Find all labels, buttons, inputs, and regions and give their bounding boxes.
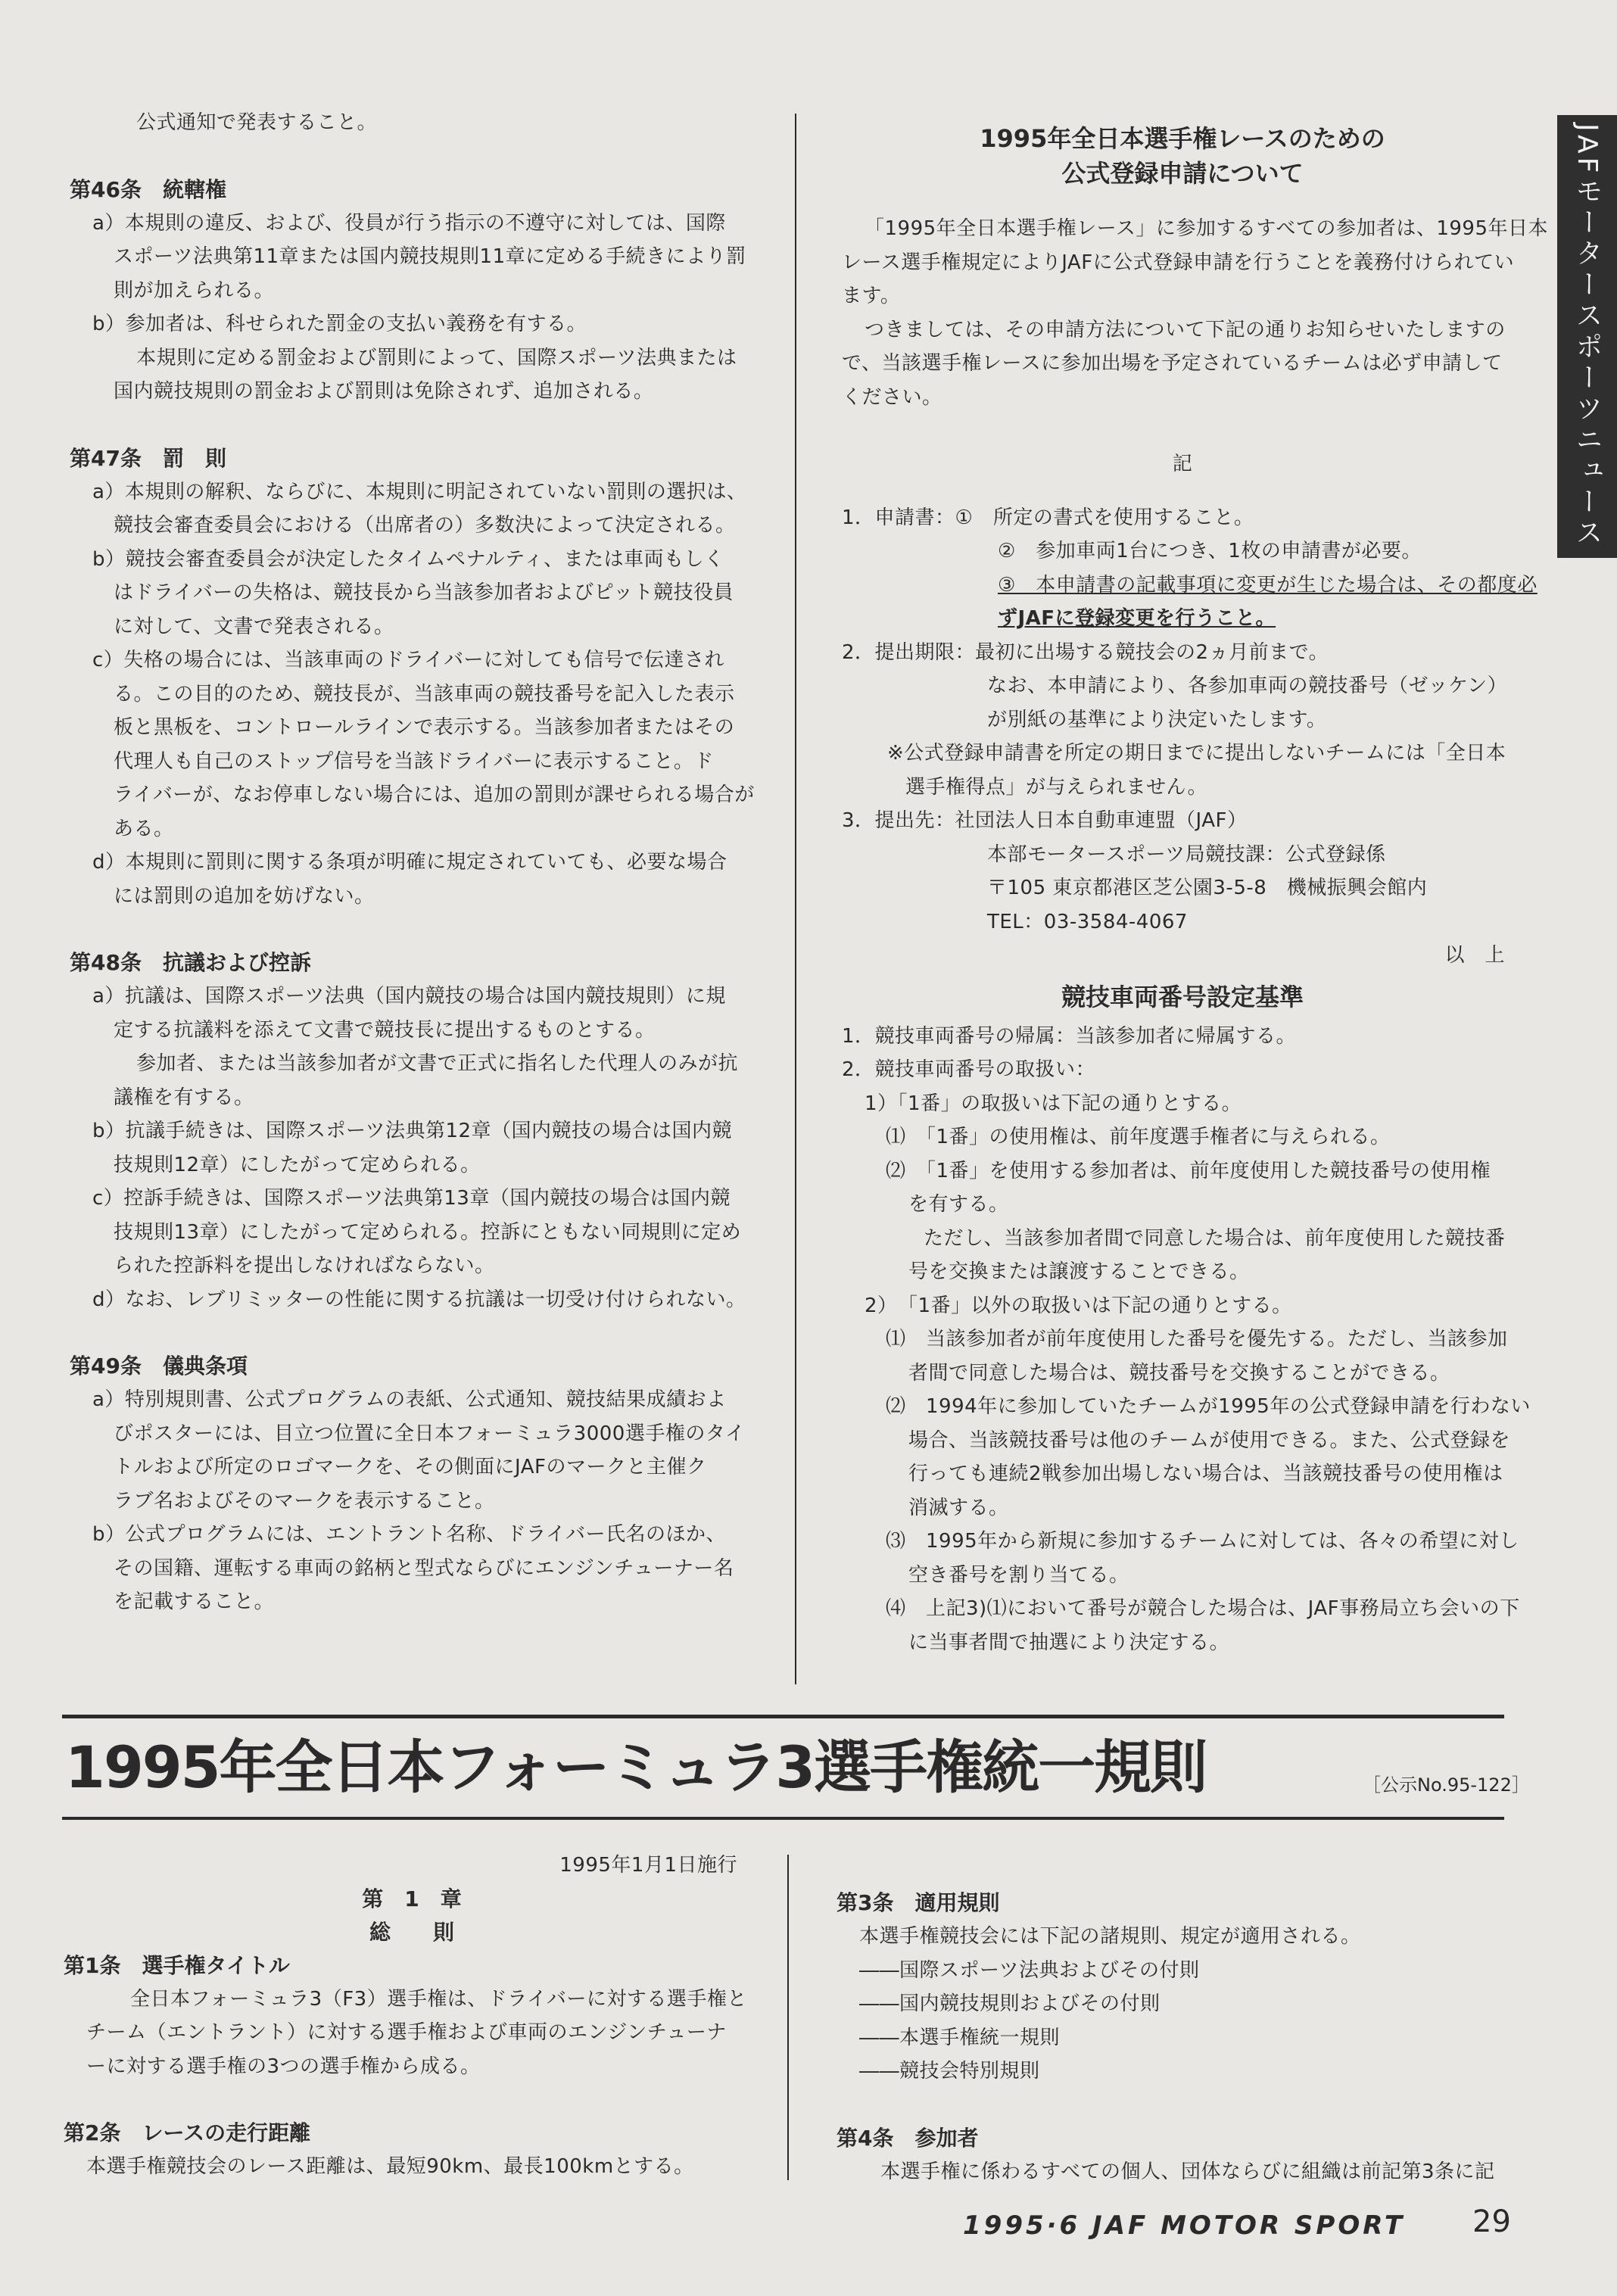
effective-date: 1995年1月1日施行 bbox=[559, 1854, 737, 1877]
text-line: 号を交換または譲渡することできる。 bbox=[908, 1260, 1250, 1283]
text-line: レース選手権規定によりJAFに公式登録申請を行うことを義務付けられてい bbox=[842, 251, 1515, 274]
column-divider-top bbox=[795, 114, 796, 1684]
left-column bbox=[70, 106, 766, 1619]
text-line: トルおよび所定のロゴマークを、その側面にJAFのマークと主催ク bbox=[114, 1456, 707, 1478]
text-line: 国内競技規則の罰金および罰則は免除されず、追加される。 bbox=[114, 380, 654, 403]
chapter-subheading: 総 則 bbox=[369, 1919, 454, 1945]
text-line: 代理人も自己のストップ信号を当該ドライバーに表示すること。ド bbox=[114, 749, 714, 773]
page-number: 29 bbox=[1472, 2204, 1511, 2239]
bottom-left-body bbox=[64, 1949, 760, 2184]
text-line: ――本選手権統一規則 bbox=[859, 2026, 1061, 2049]
text-line: 技規則13章）にしたがって定められる。控訴にともない同規則に定め bbox=[114, 1220, 742, 1244]
text-line: ⑷ 上記3)⑴において番号が競合した場合は、JAF事務局立ち会いの下 bbox=[886, 1597, 1520, 1620]
text-line: ライバーが、なお停車しない場合には、追加の罰則が課せられる場合が bbox=[114, 784, 755, 806]
text-line: 2） 「1番」以外の取扱いは下記の通りとする。 bbox=[865, 1294, 1292, 1317]
section-tab: JAFモータースポーツニュース bbox=[1557, 115, 1617, 558]
text-line: 技規則12章）にしたがって定められる。 bbox=[114, 1153, 481, 1176]
text-line: a）本規則の解釈、ならびに、本規則に明記されていない罰則の選択は、 bbox=[92, 480, 747, 503]
text-line: ② 参加車両1台につき、1枚の申請書が必要。 bbox=[998, 540, 1422, 562]
registration-title-line1: 1995年全日本選手権レースのための bbox=[980, 124, 1385, 153]
text-line: 選手権得点」が与えられません。 bbox=[905, 775, 1208, 799]
text-line: b）参加者は、科せられた罰金の支払い義務を有する。 bbox=[92, 313, 587, 335]
text-line: 場合、当該競技番号は他のチームが使用できる。また、公式登録を bbox=[908, 1428, 1511, 1452]
text-line: で、当該選手権レースに参加出場を予定されているチームは必ず申請して bbox=[842, 352, 1503, 375]
text-line: ください。 bbox=[842, 385, 942, 409]
text-line: a）特別規則書、公式プログラムの表紙、公式通知、競技結果成績およ bbox=[92, 1388, 727, 1411]
text-line: を有する。 bbox=[908, 1193, 1009, 1216]
text-line: 1．競技車両番号の帰属：当該参加者に帰属する。 bbox=[842, 1024, 1297, 1048]
text-line: ――国際スポーツ法典およびその付則 bbox=[859, 1958, 1200, 1982]
ki-mark: 記 bbox=[1172, 453, 1193, 475]
registration-intro bbox=[842, 212, 1549, 414]
text-line: ⑴ 「1番」の使用権は、前年度選手権者に与えられる。 bbox=[886, 1126, 1391, 1148]
chapter-heading: 第 1 章 bbox=[362, 1886, 462, 1911]
text-line: には罰則の追加を妨げない。 bbox=[114, 884, 375, 908]
text-line: TEL：03-3584-4067 bbox=[987, 910, 1188, 933]
text-line: 本選手権競技会には下記の諸規則、規定が適用される。 bbox=[859, 1925, 1361, 1948]
bottom-right-column bbox=[837, 1886, 1518, 2189]
text-line: 本選手権競技会のレース距離は、最短90km、最長100kmとする。 bbox=[86, 2155, 694, 2178]
text-line: つきましては、その申請方法について下記の通りお知らせいたしますの bbox=[865, 318, 1506, 341]
text-line: 公式通知で発表すること。 bbox=[136, 111, 378, 134]
text-line: a）本規則の違反、および、役員が行う指示の不遵守に対しては、国際 bbox=[92, 211, 726, 235]
text-line: 1）「1番」の取扱いは下記の通りとする。 bbox=[865, 1092, 1242, 1115]
text-line: ③ 本申請書の記載事項に変更が生じた場合は、その都度必 bbox=[998, 573, 1538, 597]
text-line: ⑶ 1995年から新規に参加するチームに対しては、各々の希望に対し bbox=[886, 1530, 1519, 1553]
registration-items bbox=[842, 501, 1538, 939]
f3-rules-title: 1995年全日本フォーミュラ3選手権統一規則 bbox=[65, 1734, 1207, 1801]
text-line: 空き番号を割り当てる。 bbox=[908, 1563, 1129, 1587]
text-line: 行っても連続2戦参加出場しない場合は、当該競技番号の使用権は bbox=[908, 1463, 1503, 1485]
article-heading: 第47条 罰 則 bbox=[70, 445, 226, 471]
text-line: なお、本申請により、各参加車両の競技番号（ゼッケン） bbox=[987, 674, 1508, 697]
text-line: b）抗議手続きは、国際スポーツ法典第12章（国内競技の場合は国内競 bbox=[92, 1120, 733, 1142]
text-line: チーム（エントラント）に対する選手権および車両のエンジンチューナ bbox=[86, 2021, 727, 2044]
number-standard-title: 競技車両番号設定基準 bbox=[1061, 982, 1304, 1011]
text-line: 〒105 東京都港区芝公園3-5-8 機械振興会館内 bbox=[987, 877, 1428, 899]
bottom-left-column bbox=[64, 1849, 760, 2184]
text-line: 則が加えられる。 bbox=[114, 279, 275, 302]
text-line: に当事者間で抽選により決定する。 bbox=[908, 1631, 1230, 1654]
text-line: ⑵ 1994年に参加していたチームが1995年の公式登録申請を行わない bbox=[886, 1395, 1531, 1418]
article-heading: 第2条 レースの走行距離 bbox=[64, 2120, 311, 2145]
text-line: を記載すること。 bbox=[114, 1590, 275, 1613]
text-line: ――競技会特別規則 bbox=[859, 2060, 1040, 2083]
text-line: 本規則に定める罰金および罰則によって、国際スポーツ法典または bbox=[136, 346, 737, 369]
text-line: 者間で同意した場合は、競技番号を交換することができる。 bbox=[908, 1361, 1450, 1385]
text-line: スポーツ法典第11章または国内競技規則11章に定める手続きにより罰 bbox=[114, 245, 746, 268]
text-line: はドライバーの失格は、競技長から当該参加者およびピット競技役員 bbox=[114, 581, 734, 604]
text-line: ⑴ 当該参加者が前年度使用した番号を優先する。ただし、当該参加 bbox=[886, 1328, 1508, 1350]
article-heading: 第3条 適用規則 bbox=[837, 1890, 1000, 1915]
text-line: c）失格の場合には、当該車両のドライバーに対しても信号で伝達され bbox=[92, 649, 724, 671]
right-column bbox=[842, 121, 1549, 1659]
text-line: る。この目的のため、競技長が、当該車両の競技番号を記入した表示 bbox=[114, 682, 735, 706]
notice-number: ［公示No.95-122］ bbox=[1363, 1774, 1530, 1796]
article-heading: 第49条 儀典条項 bbox=[70, 1354, 248, 1379]
text-line: c）控訴手続きは、国際スポーツ法典第13章（国内競技の場合は国内競 bbox=[92, 1187, 731, 1210]
article-heading: 第1条 選手権タイトル bbox=[64, 1952, 290, 1978]
text-line: 1．申請書：① 所定の書式を使用すること。 bbox=[842, 506, 1254, 529]
title-rule-top bbox=[62, 1715, 1504, 1718]
text-line: d）本規則に罰則に関する条項が明確に規定されていても、必要な場合 bbox=[92, 851, 727, 874]
text-line: ただし、当該参加者間で同意した場合は、前年度使用した競技番 bbox=[924, 1226, 1506, 1250]
text-line: 「1995年全日本選手権レース」に参加するすべての参加者は、1995年日本 bbox=[865, 217, 1549, 240]
text-line: b）競技会審査委員会が決定したタイムペナルティ、または車両もしく bbox=[92, 547, 724, 571]
text-line: 3．提出先：社団法人日本自動車連盟（JAF） bbox=[842, 809, 1248, 832]
article-heading: 第4条 参加者 bbox=[837, 2125, 979, 2151]
number-standard-body bbox=[842, 1020, 1531, 1660]
text-line: ――国内競技規則およびその付則 bbox=[859, 1992, 1161, 2015]
text-line: b）公式プログラムには、エントラント名称、ドライバー氏名のほか、 bbox=[92, 1523, 726, 1546]
text-line: ⑵ 「1番」を使用する参加者は、前年度使用した競技番号の使用権 bbox=[886, 1159, 1491, 1182]
text-line: 2．提出期限：最初に出場する競技会の2ヵ月前まで。 bbox=[842, 640, 1329, 664]
magazine-footer: 1995·6 JAF MOTOR SPORT bbox=[963, 2210, 1406, 2241]
text-line: ずJAFに登録変更を行うこと。 bbox=[998, 607, 1276, 630]
text-line: が別紙の基準により決定いたします。 bbox=[987, 708, 1327, 731]
text-line: 2．競技車両番号の取扱い： bbox=[842, 1058, 1096, 1081]
text-line: られた控訴料を提出しなければならない。 bbox=[114, 1254, 495, 1277]
text-line: ※公式登録申請書を所定の期日までに提出しないチームには「全日本 bbox=[887, 742, 1506, 765]
text-line: 参加者、または当該参加者が文書で正式に指名した代理人のみが抗 bbox=[136, 1052, 739, 1075]
text-line: に対して、文書で発表される。 bbox=[114, 615, 394, 638]
text-line: 本部モータースポーツ局競技課：公式登録係 bbox=[987, 843, 1386, 866]
text-line: ます。 bbox=[842, 285, 901, 307]
column-divider-bottom bbox=[787, 1855, 789, 2180]
text-line: 全日本フォーミュラ3（F3）選手権は、ドライバーに対する選手権と bbox=[130, 1987, 747, 2011]
text-line: 消滅する。 bbox=[908, 1496, 1009, 1519]
text-line: 本選手権に係わるすべての個人、団体ならびに組織は前記第3条に記 bbox=[880, 2160, 1495, 2183]
text-line: 板と黒板を、コントロールラインで表示する。当該参加者またはその bbox=[114, 716, 735, 739]
article-heading: 第48条 抗議および控訴 bbox=[70, 950, 311, 975]
text-line: 議権を有する。 bbox=[114, 1086, 254, 1109]
text-line: ラブ名およびそのマークを表示すること。 bbox=[114, 1489, 495, 1512]
text-line: 定する抗議料を添えて文書で競技長に提出するものとする。 bbox=[114, 1018, 656, 1042]
title-rule-bottom bbox=[62, 1817, 1504, 1820]
registration-title-line2: 公式登録申請について bbox=[1061, 159, 1304, 188]
text-line: a）抗議は、国際スポーツ法典（国内競技の場合は国内競技規則）に規 bbox=[92, 985, 726, 1008]
bottom-right-body bbox=[837, 1886, 1518, 2189]
left-column-body bbox=[70, 106, 766, 1619]
article-heading: 第46条 統轄権 bbox=[70, 176, 226, 202]
text-line: その国籍、運転する車両の銘柄と型式ならびにエンジンチューナー名 bbox=[114, 1556, 734, 1580]
text-line: d）なお、レブリミッターの性能に関する抗議は一切受け付けられない。 bbox=[92, 1288, 746, 1311]
text-line: ある。 bbox=[114, 817, 174, 840]
text-line: びポスターには、目立つ位置に全日本フォーミュラ3000選手権のタイ bbox=[114, 1422, 746, 1445]
text-line: ーに対する選手権の3つの選手権から成る。 bbox=[86, 2055, 481, 2078]
text-line: 競技会審査委員会における（出席者の）多数決によって決定される。 bbox=[114, 514, 736, 537]
ijo-mark: 以 上 bbox=[1444, 944, 1505, 967]
